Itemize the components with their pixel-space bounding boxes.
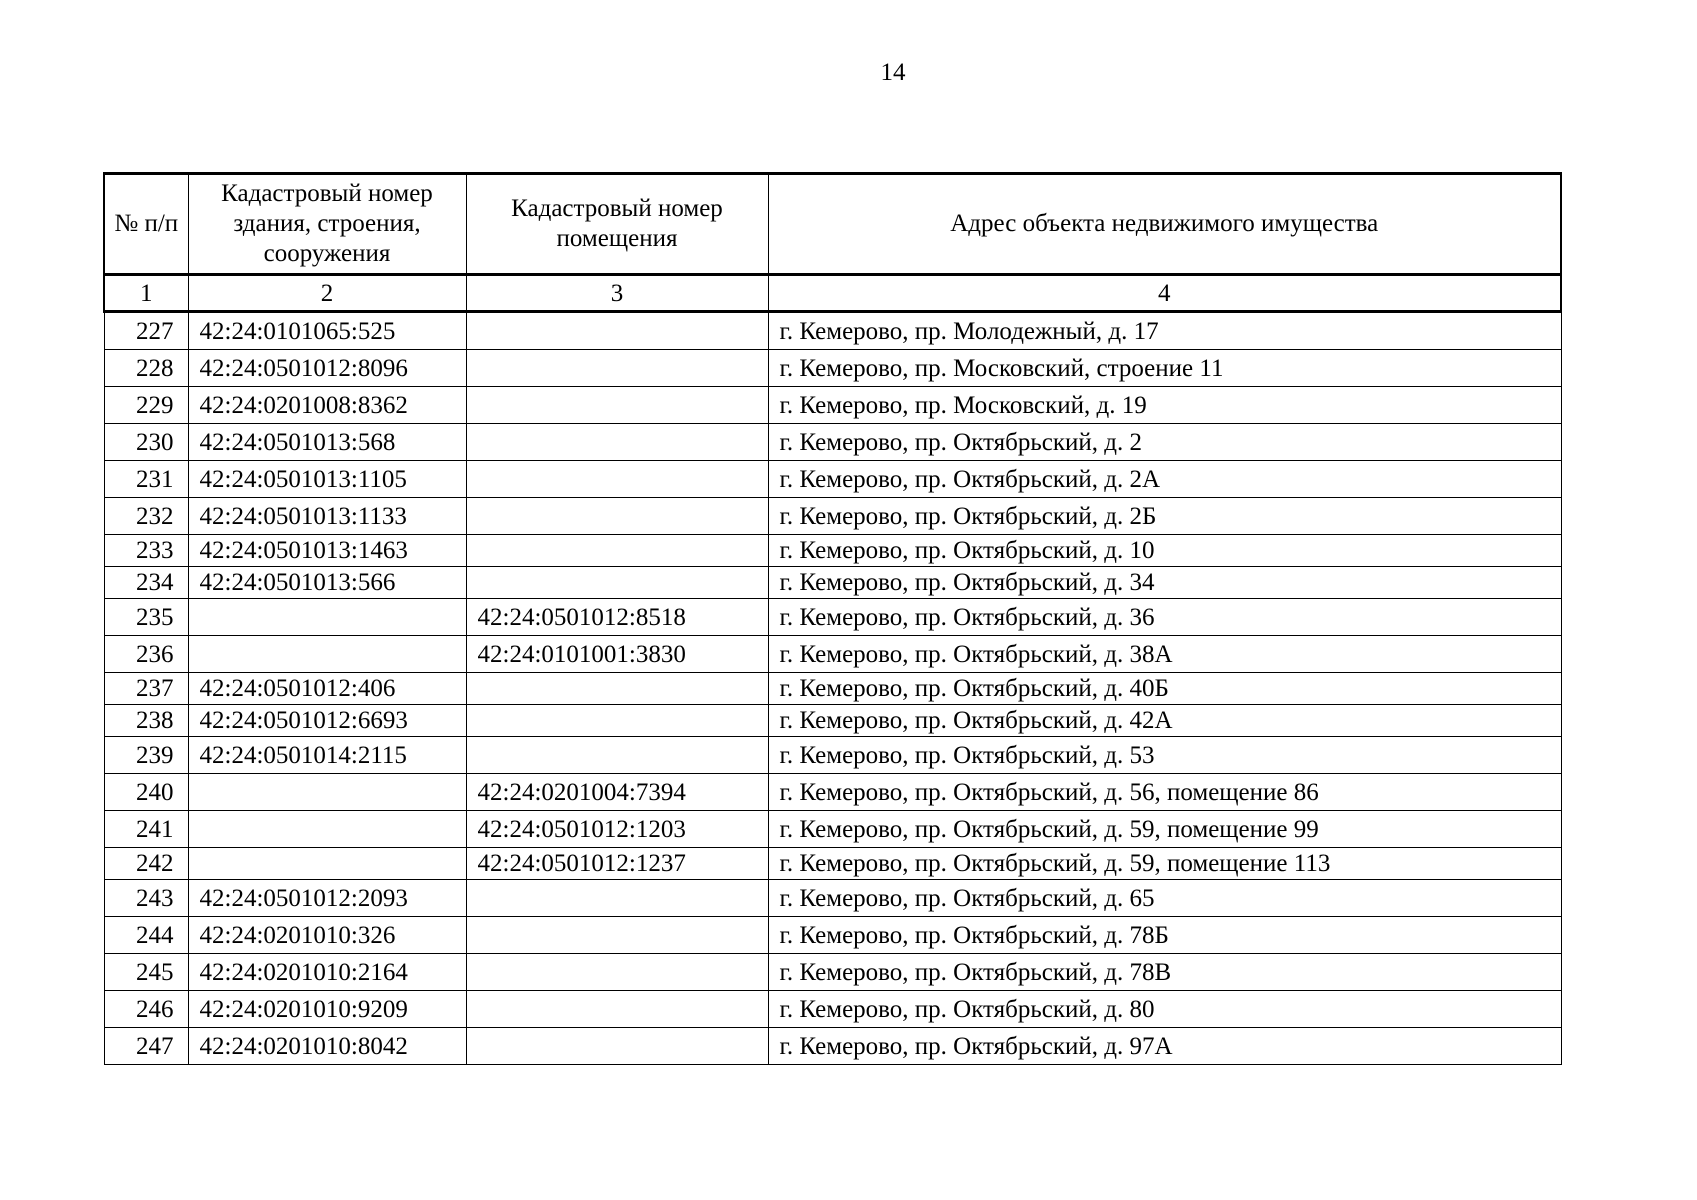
property-address: г. Кемерово, пр. Октябрьский, д. 78В <box>768 954 1561 991</box>
room-cadastral-number <box>466 954 768 991</box>
header-number: № п/п <box>104 174 188 275</box>
room-cadastral-number <box>466 350 768 387</box>
table-row <box>104 387 1561 424</box>
column-number: 4 <box>768 275 1561 312</box>
property-address: г. Кемерово, пр. Октябрьский, д. 42А <box>768 705 1561 737</box>
table-row <box>104 705 1561 737</box>
row-number: 240 <box>104 774 188 811</box>
property-address: г. Кемерово, пр. Октябрьский, д. 53 <box>768 737 1561 774</box>
property-address: г. Кемерово, пр. Октябрьский, д. 38А <box>768 636 1561 673</box>
property-address: г. Кемерово, пр. Октябрьский, д. 59, помещение 113 <box>768 848 1561 880</box>
table-row <box>104 567 1561 599</box>
building-cadastral-number: 42:24:0501013:1133 <box>188 498 466 535</box>
building-cadastral-number: 42:24:0201010:8042 <box>188 1028 466 1065</box>
room-cadastral-number <box>466 880 768 917</box>
building-cadastral-number <box>188 848 466 880</box>
room-cadastral-number: 42:24:0101001:3830 <box>466 636 768 673</box>
table-row <box>104 312 1561 350</box>
property-address: г. Кемерово, пр. Октябрьский, д. 36 <box>768 599 1561 636</box>
property-address: г. Кемерово, пр. Октябрьский, д. 80 <box>768 991 1561 1028</box>
room-cadastral-number <box>466 567 768 599</box>
page-number: 14 <box>880 59 906 86</box>
building-cadastral-number: 42:24:0201010:326 <box>188 917 466 954</box>
building-cadastral-number <box>188 811 466 848</box>
property-address: г. Кемерово, пр. Октябрьский, д. 10 <box>768 535 1561 567</box>
row-number: 232 <box>104 498 188 535</box>
property-address: г. Кемерово, пр. Октябрьский, д. 2Б <box>768 498 1561 535</box>
row-number: 239 <box>104 737 188 774</box>
property-address: г. Кемерово, пр. Октябрьский, д. 78Б <box>768 917 1561 954</box>
column-number: 2 <box>188 275 466 312</box>
building-cadastral-number: 42:24:0201010:9209 <box>188 991 466 1028</box>
property-address: г. Кемерово, пр. Октябрьский, д. 2А <box>768 461 1561 498</box>
row-number: 228 <box>104 350 188 387</box>
table-row <box>104 991 1561 1028</box>
table-row <box>104 461 1561 498</box>
building-cadastral-number <box>188 636 466 673</box>
row-number: 243 <box>104 880 188 917</box>
row-number: 237 <box>104 673 188 705</box>
table-row <box>104 636 1561 673</box>
room-cadastral-number <box>466 535 768 567</box>
table-header-row <box>104 174 1561 275</box>
room-cadastral-number: 42:24:0201004:7394 <box>466 774 768 811</box>
building-cadastral-number: 42:24:0501013:1463 <box>188 535 466 567</box>
table-row <box>104 498 1561 535</box>
table-row <box>104 1028 1561 1065</box>
row-number: 230 <box>104 424 188 461</box>
table-row <box>104 350 1561 387</box>
column-number-row <box>104 275 1561 312</box>
room-cadastral-number <box>466 917 768 954</box>
table-row <box>104 673 1561 705</box>
building-cadastral-number: 42:24:0501013:1105 <box>188 461 466 498</box>
property-table <box>103 172 1562 1065</box>
table-row <box>104 848 1561 880</box>
building-cadastral-number <box>188 774 466 811</box>
room-cadastral-number <box>466 991 768 1028</box>
row-number: 246 <box>104 991 188 1028</box>
building-cadastral-number: 42:24:0101065:525 <box>188 312 466 350</box>
room-cadastral-number <box>466 1028 768 1065</box>
building-cadastral-number: 42:24:0501013:566 <box>188 567 466 599</box>
building-cadastral-number <box>188 599 466 636</box>
table-row <box>104 954 1561 991</box>
table-row <box>104 599 1561 636</box>
header-room-cadastral: Кадастровый номер помещения <box>466 174 768 275</box>
room-cadastral-number: 42:24:0501012:1237 <box>466 848 768 880</box>
property-address: г. Кемерово, пр. Московский, д. 19 <box>768 387 1561 424</box>
table-row <box>104 811 1561 848</box>
building-cadastral-number: 42:24:0501012:8096 <box>188 350 466 387</box>
room-cadastral-number <box>466 498 768 535</box>
row-number: 233 <box>104 535 188 567</box>
row-number: 244 <box>104 917 188 954</box>
row-number: 241 <box>104 811 188 848</box>
building-cadastral-number: 42:24:0201010:2164 <box>188 954 466 991</box>
column-number: 3 <box>466 275 768 312</box>
row-number: 227 <box>104 312 188 350</box>
row-number: 234 <box>104 567 188 599</box>
row-number: 245 <box>104 954 188 991</box>
property-address: г. Кемерово, пр. Октябрьский, д. 97А <box>768 1028 1561 1065</box>
property-address: г. Кемерово, пр. Московский, строение 11 <box>768 350 1561 387</box>
building-cadastral-number: 42:24:0501013:568 <box>188 424 466 461</box>
row-number: 242 <box>104 848 188 880</box>
room-cadastral-number <box>466 424 768 461</box>
building-cadastral-number: 42:24:0201008:8362 <box>188 387 466 424</box>
row-number: 229 <box>104 387 188 424</box>
header-building-cadastral: Кадастровый номер здания, строения, сооружения <box>188 174 466 275</box>
room-cadastral-number <box>466 737 768 774</box>
row-number: 247 <box>104 1028 188 1065</box>
header-address: Адрес объекта недвижимого имущества <box>768 174 1561 275</box>
room-cadastral-number <box>466 673 768 705</box>
room-cadastral-number <box>466 312 768 350</box>
table-row <box>104 424 1561 461</box>
row-number: 238 <box>104 705 188 737</box>
column-number: 1 <box>104 275 188 312</box>
row-number: 231 <box>104 461 188 498</box>
property-address: г. Кемерово, пр. Октябрьский, д. 40Б <box>768 673 1561 705</box>
room-cadastral-number: 42:24:0501012:8518 <box>466 599 768 636</box>
property-address: г. Кемерово, пр. Октябрьский, д. 2 <box>768 424 1561 461</box>
table-row <box>104 917 1561 954</box>
building-cadastral-number: 42:24:0501012:406 <box>188 673 466 705</box>
property-address: г. Кемерово, пр. Молодежный, д. 17 <box>768 312 1561 350</box>
building-cadastral-number: 42:24:0501014:2115 <box>188 737 466 774</box>
property-address: г. Кемерово, пр. Октябрьский, д. 56, помещение 86 <box>768 774 1561 811</box>
property-address: г. Кемерово, пр. Октябрьский, д. 65 <box>768 880 1561 917</box>
room-cadastral-number <box>466 461 768 498</box>
table-row <box>104 774 1561 811</box>
room-cadastral-number <box>466 387 768 424</box>
table-row <box>104 535 1561 567</box>
table-row <box>104 737 1561 774</box>
table-row <box>104 880 1561 917</box>
property-address: г. Кемерово, пр. Октябрьский, д. 59, помещение 99 <box>768 811 1561 848</box>
building-cadastral-number: 42:24:0501012:6693 <box>188 705 466 737</box>
row-number: 236 <box>104 636 188 673</box>
building-cadastral-number: 42:24:0501012:2093 <box>188 880 466 917</box>
row-number: 235 <box>104 599 188 636</box>
property-address: г. Кемерово, пр. Октябрьский, д. 34 <box>768 567 1561 599</box>
room-cadastral-number: 42:24:0501012:1203 <box>466 811 768 848</box>
room-cadastral-number <box>466 705 768 737</box>
